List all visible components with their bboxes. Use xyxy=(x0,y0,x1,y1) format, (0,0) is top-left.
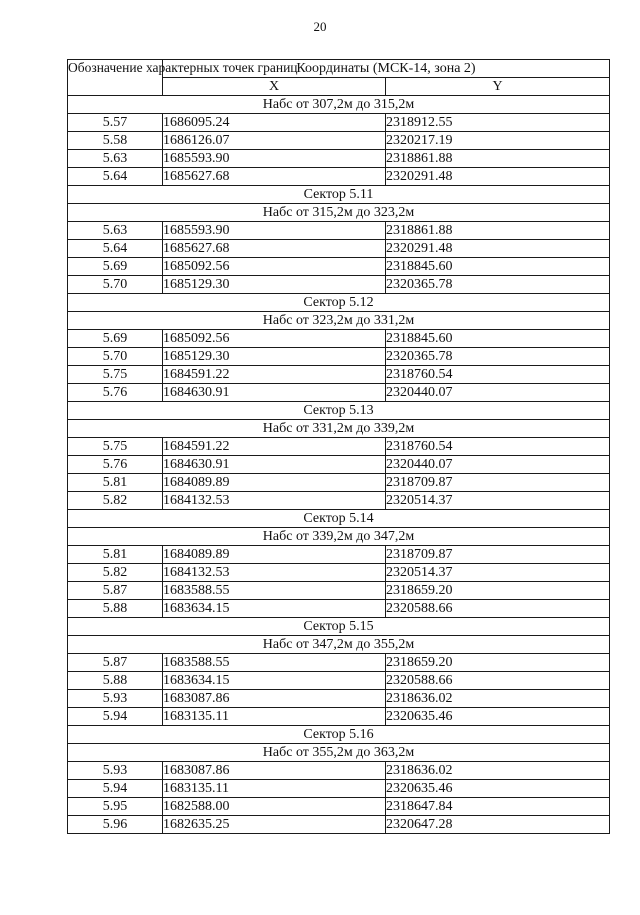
sector-label: Сектор 5.14 xyxy=(68,510,610,528)
table-row xyxy=(68,816,610,834)
y-coordinate-cell: 2320514.37 xyxy=(386,564,610,582)
point-designation-header: Обозначение характерных точек границ xyxy=(68,60,163,96)
point-id-cell: 5.76 xyxy=(68,384,163,402)
sector-row xyxy=(68,186,610,204)
y-coordinate-cell: 2318647.84 xyxy=(386,798,610,816)
height-range-label: Набс от 347,2м до 355,2м xyxy=(68,636,610,654)
x-coordinate-cell: 1683135.11 xyxy=(163,780,386,798)
table-row xyxy=(68,492,610,510)
table-row xyxy=(68,222,610,240)
y-coordinate-cell: 2318760.54 xyxy=(386,366,610,384)
coordinates-system-header: Координаты (МСК-14, зона 2) xyxy=(163,60,610,78)
x-coordinate-cell: 1683087.86 xyxy=(163,762,386,780)
y-coordinate-cell: 2318845.60 xyxy=(386,330,610,348)
x-coordinate-cell: 1683634.15 xyxy=(163,672,386,690)
point-id-cell: 5.81 xyxy=(68,474,163,492)
table-row xyxy=(68,708,610,726)
y-coordinate-cell: 2320291.48 xyxy=(386,168,610,186)
sector-row xyxy=(68,402,610,420)
table-row xyxy=(68,168,610,186)
y-coordinate-cell: 2318659.20 xyxy=(386,582,610,600)
x-coordinate-cell: 1685129.30 xyxy=(163,276,386,294)
point-id-cell: 5.64 xyxy=(68,168,163,186)
table-row xyxy=(68,384,610,402)
height-range-row xyxy=(68,528,610,546)
height-range-label: Набс от 323,2м до 331,2м xyxy=(68,312,610,330)
x-coordinate-cell: 1685129.30 xyxy=(163,348,386,366)
y-coordinate-cell: 2320365.78 xyxy=(386,276,610,294)
table-row xyxy=(68,672,610,690)
height-range-row xyxy=(68,312,610,330)
table-row xyxy=(68,258,610,276)
y-coordinate-cell: 2318636.02 xyxy=(386,690,610,708)
y-coordinate-cell: 2318709.87 xyxy=(386,474,610,492)
height-range-row xyxy=(68,420,610,438)
x-coordinate-cell: 1684089.89 xyxy=(163,474,386,492)
sector-row xyxy=(68,726,610,744)
point-id-cell: 5.63 xyxy=(68,150,163,168)
sector-label: Сектор 5.12 xyxy=(68,294,610,312)
table-row xyxy=(68,780,610,798)
table-row xyxy=(68,132,610,150)
height-range-row xyxy=(68,204,610,222)
table-row xyxy=(68,114,610,132)
y-coordinate-cell: 2320514.37 xyxy=(386,492,610,510)
table-row xyxy=(68,762,610,780)
table-row xyxy=(68,798,610,816)
point-id-cell: 5.75 xyxy=(68,366,163,384)
sector-label: Сектор 5.13 xyxy=(68,402,610,420)
table-row xyxy=(68,600,610,618)
table-row xyxy=(68,366,610,384)
point-id-cell: 5.82 xyxy=(68,564,163,582)
y-coordinate-cell: 2320217.19 xyxy=(386,132,610,150)
y-coordinate-cell: 2320647.28 xyxy=(386,816,610,834)
table-body xyxy=(68,96,610,834)
height-range-row xyxy=(68,636,610,654)
y-axis-header: Y xyxy=(386,78,610,96)
sector-label: Сектор 5.11 xyxy=(68,186,610,204)
y-coordinate-cell: 2318760.54 xyxy=(386,438,610,456)
point-id-cell: 5.87 xyxy=(68,582,163,600)
point-id-cell: 5.81 xyxy=(68,546,163,564)
point-id-cell: 5.70 xyxy=(68,276,163,294)
y-coordinate-cell: 2320365.78 xyxy=(386,348,610,366)
x-coordinate-cell: 1682588.00 xyxy=(163,798,386,816)
y-coordinate-cell: 2320588.66 xyxy=(386,672,610,690)
x-coordinate-cell: 1685627.68 xyxy=(163,168,386,186)
point-id-cell: 5.69 xyxy=(68,258,163,276)
table-row xyxy=(68,582,610,600)
point-id-cell: 5.93 xyxy=(68,762,163,780)
point-id-cell: 5.88 xyxy=(68,600,163,618)
point-id-cell: 5.82 xyxy=(68,492,163,510)
table-row xyxy=(68,240,610,258)
table-row xyxy=(68,654,610,672)
table-row xyxy=(68,474,610,492)
y-coordinate-cell: 2318912.55 xyxy=(386,114,610,132)
point-id-cell: 5.64 xyxy=(68,240,163,258)
point-id-cell: 5.58 xyxy=(68,132,163,150)
table-row xyxy=(68,276,610,294)
y-coordinate-cell: 2320291.48 xyxy=(386,240,610,258)
height-range-label: Набс от 339,2м до 347,2м xyxy=(68,528,610,546)
point-id-cell: 5.69 xyxy=(68,330,163,348)
point-id-cell: 5.93 xyxy=(68,690,163,708)
y-coordinate-cell: 2318659.20 xyxy=(386,654,610,672)
table-row xyxy=(68,348,610,366)
y-coordinate-cell: 2318709.87 xyxy=(386,546,610,564)
y-coordinate-cell: 2320440.07 xyxy=(386,384,610,402)
table-row xyxy=(68,564,610,582)
page-number: 20 xyxy=(313,19,327,34)
sector-row xyxy=(68,618,610,636)
x-coordinate-cell: 1684132.53 xyxy=(163,564,386,582)
table-row xyxy=(68,456,610,474)
x-coordinate-cell: 1684132.53 xyxy=(163,492,386,510)
height-range-label: Набс от 355,2м до 363,2м xyxy=(68,744,610,762)
point-id-cell: 5.57 xyxy=(68,114,163,132)
y-coordinate-cell: 2318861.88 xyxy=(386,150,610,168)
table-row xyxy=(68,438,610,456)
x-coordinate-cell: 1684591.22 xyxy=(163,438,386,456)
x-coordinate-cell: 1685092.56 xyxy=(163,330,386,348)
height-range-label: Набс от 315,2м до 323,2м xyxy=(68,204,610,222)
x-coordinate-cell: 1683588.55 xyxy=(163,582,386,600)
x-coordinate-cell: 1684591.22 xyxy=(163,366,386,384)
x-coordinate-cell: 1684089.89 xyxy=(163,546,386,564)
point-id-cell: 5.96 xyxy=(68,816,163,834)
y-coordinate-cell: 2318636.02 xyxy=(386,762,610,780)
point-id-cell: 5.88 xyxy=(68,672,163,690)
height-range-row xyxy=(68,744,610,762)
x-coordinate-cell: 1685593.90 xyxy=(163,150,386,168)
y-coordinate-cell: 2318861.88 xyxy=(386,222,610,240)
table-row xyxy=(68,330,610,348)
y-coordinate-cell: 2320635.46 xyxy=(386,780,610,798)
x-coordinate-cell: 1686095.24 xyxy=(163,114,386,132)
x-coordinate-cell: 1683087.86 xyxy=(163,690,386,708)
x-coordinate-cell: 1685627.68 xyxy=(163,240,386,258)
point-id-cell: 5.76 xyxy=(68,456,163,474)
x-coordinate-cell: 1685092.56 xyxy=(163,258,386,276)
x-coordinate-cell: 1682635.25 xyxy=(163,816,386,834)
point-id-cell: 5.94 xyxy=(68,780,163,798)
x-coordinate-cell: 1683634.15 xyxy=(163,600,386,618)
sector-row xyxy=(68,294,610,312)
table-header-row xyxy=(68,60,610,78)
x-coordinate-cell: 1684630.91 xyxy=(163,456,386,474)
table-row xyxy=(68,150,610,168)
height-range-label: Набс от 331,2м до 339,2м xyxy=(68,420,610,438)
x-coordinate-cell: 1685593.90 xyxy=(163,222,386,240)
point-id-cell: 5.75 xyxy=(68,438,163,456)
y-coordinate-cell: 2320440.07 xyxy=(386,456,610,474)
x-coordinate-cell: 1684630.91 xyxy=(163,384,386,402)
point-id-cell: 5.87 xyxy=(68,654,163,672)
sector-row xyxy=(68,510,610,528)
height-range-row xyxy=(68,96,610,114)
sector-label: Сектор 5.16 xyxy=(68,726,610,744)
point-id-cell: 5.94 xyxy=(68,708,163,726)
x-axis-header: X xyxy=(163,78,386,96)
x-coordinate-cell: 1683135.11 xyxy=(163,708,386,726)
height-range-label: Набс от 307,2м до 315,2м xyxy=(68,96,610,114)
point-id-cell: 5.70 xyxy=(68,348,163,366)
table-row xyxy=(68,690,610,708)
coordinates-table xyxy=(67,59,610,834)
y-coordinate-cell: 2320635.46 xyxy=(386,708,610,726)
point-id-cell: 5.95 xyxy=(68,798,163,816)
y-coordinate-cell: 2318845.60 xyxy=(386,258,610,276)
point-id-cell: 5.63 xyxy=(68,222,163,240)
x-coordinate-cell: 1686126.07 xyxy=(163,132,386,150)
sector-label: Сектор 5.15 xyxy=(68,618,610,636)
y-coordinate-cell: 2320588.66 xyxy=(386,600,610,618)
x-coordinate-cell: 1683588.55 xyxy=(163,654,386,672)
table-row xyxy=(68,546,610,564)
